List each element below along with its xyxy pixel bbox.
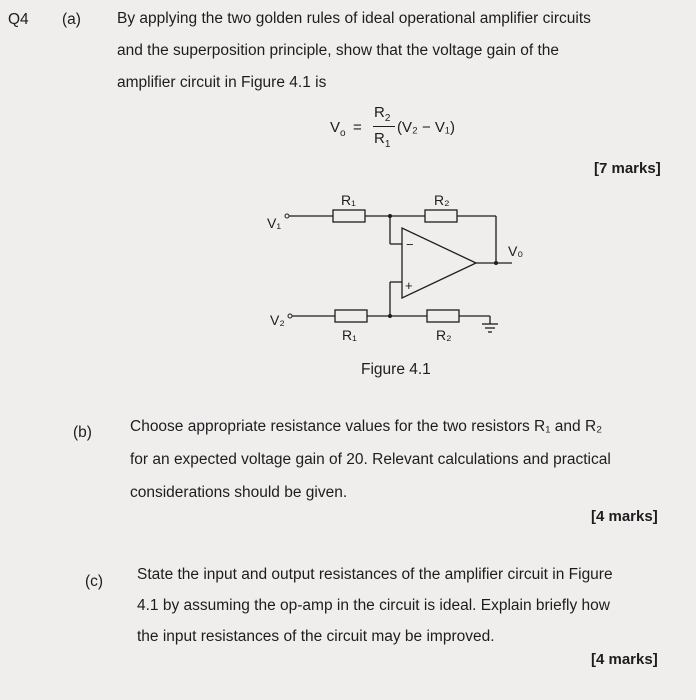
formula-numerator: R — [374, 104, 385, 121]
junction-inverting — [388, 214, 392, 218]
formula-denominator: R — [374, 130, 385, 147]
formula-rhs: (V₂ − V₁) — [397, 119, 455, 136]
label-r2-bottom: R₂ — [436, 327, 452, 343]
label-minus: − — [406, 237, 414, 252]
resistor-r2-top — [425, 210, 457, 222]
label-v1: V₁ — [267, 215, 282, 231]
label-v2: V₂ — [270, 312, 285, 328]
label-vo: V₀ — [508, 243, 524, 259]
part-c-line: State the input and output resistances of the amplifier circuit in Figure — [137, 566, 613, 583]
label-r2-top: R₂ — [434, 192, 450, 208]
label-plus: + — [405, 278, 413, 293]
part-c-marks: [4 marks] — [591, 651, 658, 668]
label-r1-top: R₁ — [341, 192, 356, 208]
part-a-line: and the superposition principle, show that the voltage gain of the — [117, 42, 560, 59]
part-b-label: (b) — [73, 424, 92, 441]
part-c-label: (c) — [85, 573, 104, 590]
question-number: Q4 — [8, 11, 29, 28]
formula-lhs-sub: o — [340, 128, 346, 139]
formula-lhs: V — [330, 119, 341, 136]
part-b-marks: [4 marks] — [591, 508, 658, 525]
formula-denominator-sub: 1 — [384, 139, 391, 150]
formula-equals: = — [353, 119, 362, 136]
v1-terminal — [285, 214, 289, 218]
part-b-line: for an expected voltage gain of 20. Relevant calculations and practical — [130, 451, 611, 468]
part-a-line: By applying the two golden rules of ideal operational amplifier circuits — [117, 10, 591, 27]
figure-caption: Figure 4.1 — [361, 361, 431, 378]
part-c-text — [137, 566, 613, 657]
part-a-marks: [7 marks] — [594, 160, 661, 177]
formula-numerator-sub: 2 — [384, 113, 391, 124]
junction-noninverting — [388, 314, 392, 318]
part-a-line: amplifier circuit in Figure 4.1 is — [117, 74, 327, 91]
part-a-label: (a) — [62, 11, 81, 28]
v2-terminal — [288, 314, 292, 318]
resistor-r1-top — [333, 210, 365, 222]
part-c-line: the input resistances of the circuit may be improved. — [137, 628, 495, 645]
resistor-r2-bottom — [427, 310, 459, 322]
junction-output — [494, 261, 498, 265]
label-r1-bottom: R₁ — [342, 327, 357, 343]
resistor-r1-bottom — [335, 310, 367, 322]
part-b-line: considerations should be given. — [130, 484, 348, 501]
part-c-line: 4.1 by assuming the op-amp in the circuit is ideal. Explain briefly how — [137, 597, 610, 614]
part-b-text — [130, 418, 611, 515]
part-b-line: Choose appropriate resistance values for the two resistors R₁ and R₂ — [130, 418, 603, 435]
